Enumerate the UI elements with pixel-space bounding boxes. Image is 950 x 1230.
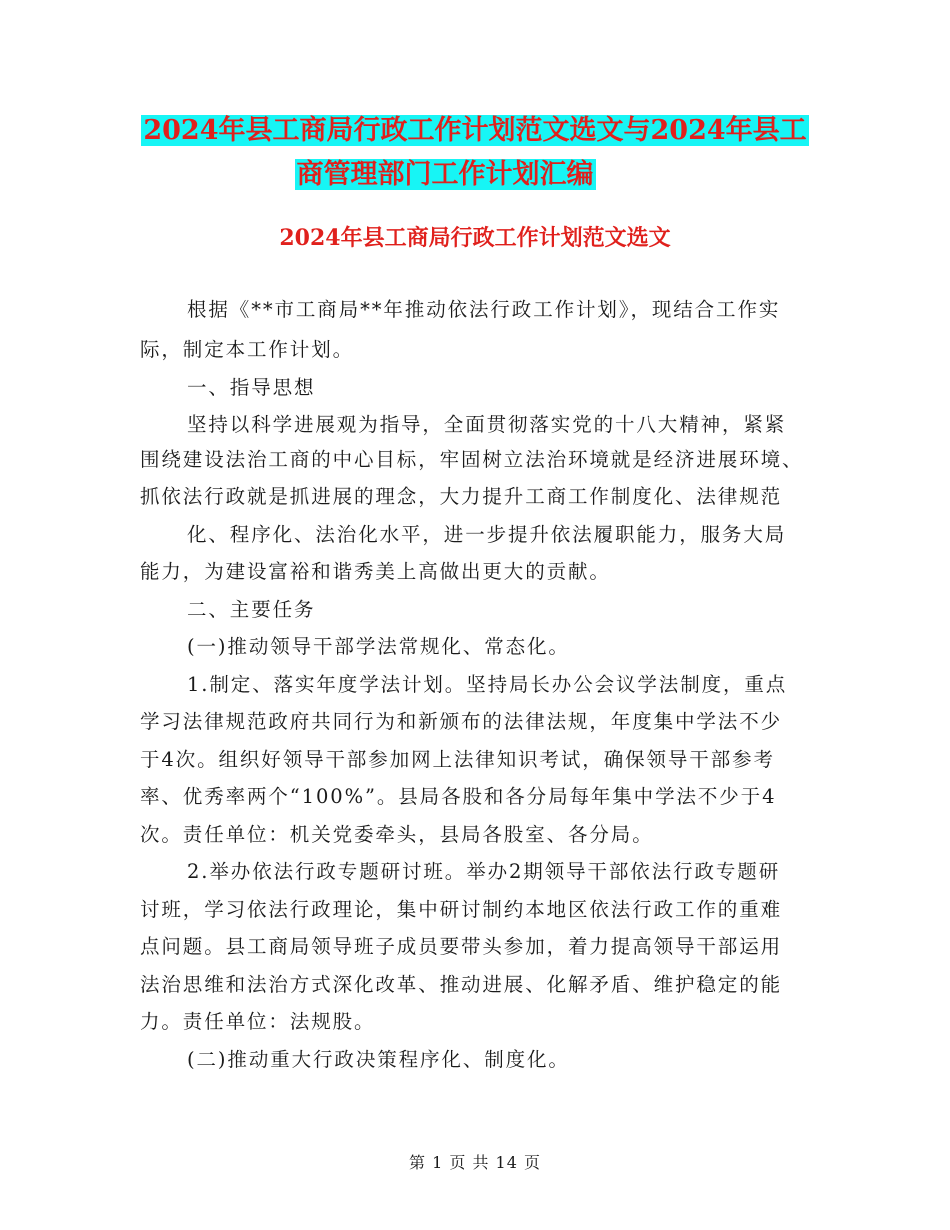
heading-guiding-ideology: 一、指导思想 [187, 376, 316, 399]
paragraph-line: 法治思维和法治方式深化改革、推动进展、化解矛盾、维护稳定的能 [140, 973, 783, 996]
heading-main-tasks: 二、主要任务 [187, 598, 316, 621]
paragraph-line: 率、优秀率两个“100%”。县局各股和各分局每年集中学法不少于4 [140, 785, 777, 808]
paragraph-line: 际，制定本工作计划。 [140, 338, 355, 361]
paragraph-line: 1.制定、落实年度学法计划。坚持局长办公会议学法制度，重点 [187, 673, 788, 696]
paragraph-line: 点问题。县工商局领导班子成员要带头参加，着力提高领导干部运用 [140, 935, 783, 958]
paragraph-line: 化、程序化、法治化水平，进一步提升依法履职能力，服务大局 [187, 523, 787, 546]
paragraph-line: 坚持以科学进展观为指导，全面贯彻落实党的十八大精神，紧紧 [187, 413, 787, 436]
paragraph-line: 2.举办依法行政专题研讨班。举办2期领导干部依法行政专题研 [187, 860, 781, 883]
paragraph-line: 次。责任单位：机关党委牵头，县局各股室、各分局。 [140, 823, 654, 846]
section-title: 2024年县工商局行政工作计划范文选文 [279, 225, 671, 251]
title-highlight-2: 商管理部门工作计划汇编 [296, 159, 594, 190]
paragraph-line: 学习法律规范政府共同行为和新颁布的法律法规，年度集中学法不少 [140, 710, 783, 733]
page-footer: 第 1 页 共 14 页 [409, 1153, 541, 1172]
paragraph-line: 力。责任单位：法规股。 [140, 1010, 376, 1033]
subheading-2: (二)推动重大行政决策程序化、制度化。 [187, 1048, 570, 1071]
paragraph-line: 于4次。组织好领导干部参加网上法律知识考试，确保领导干部参考 [140, 748, 775, 771]
document-title-line-2 [0, 150, 920, 200]
paragraph-line: 根据《**市工商局**年推动依法行政工作计划》，现结合工作实 [187, 298, 781, 321]
paragraph-line: 能力，为建设富裕和谐秀美上高做出更大的贡献。 [140, 560, 611, 583]
subheading-1: (一)推动领导干部学法常规化、常态化。 [187, 635, 570, 658]
paragraph-line: 围绕建设法治工商的中心目标，牢固树立法治环境就是经济进展环境、 [140, 448, 804, 471]
paragraph-line: 讨班，学习依法行政理论，集中研讨制约本地区依法行政工作的重难 [140, 898, 783, 921]
document-title-line-1 [0, 106, 950, 156]
title-highlight-1: 2024年县工商局行政工作计划范文选文与2024年县工 [143, 115, 807, 146]
paragraph-line: 抓依法行政就是抓进展的理念，大力提升工商工作制度化、法律规范 [140, 485, 783, 508]
